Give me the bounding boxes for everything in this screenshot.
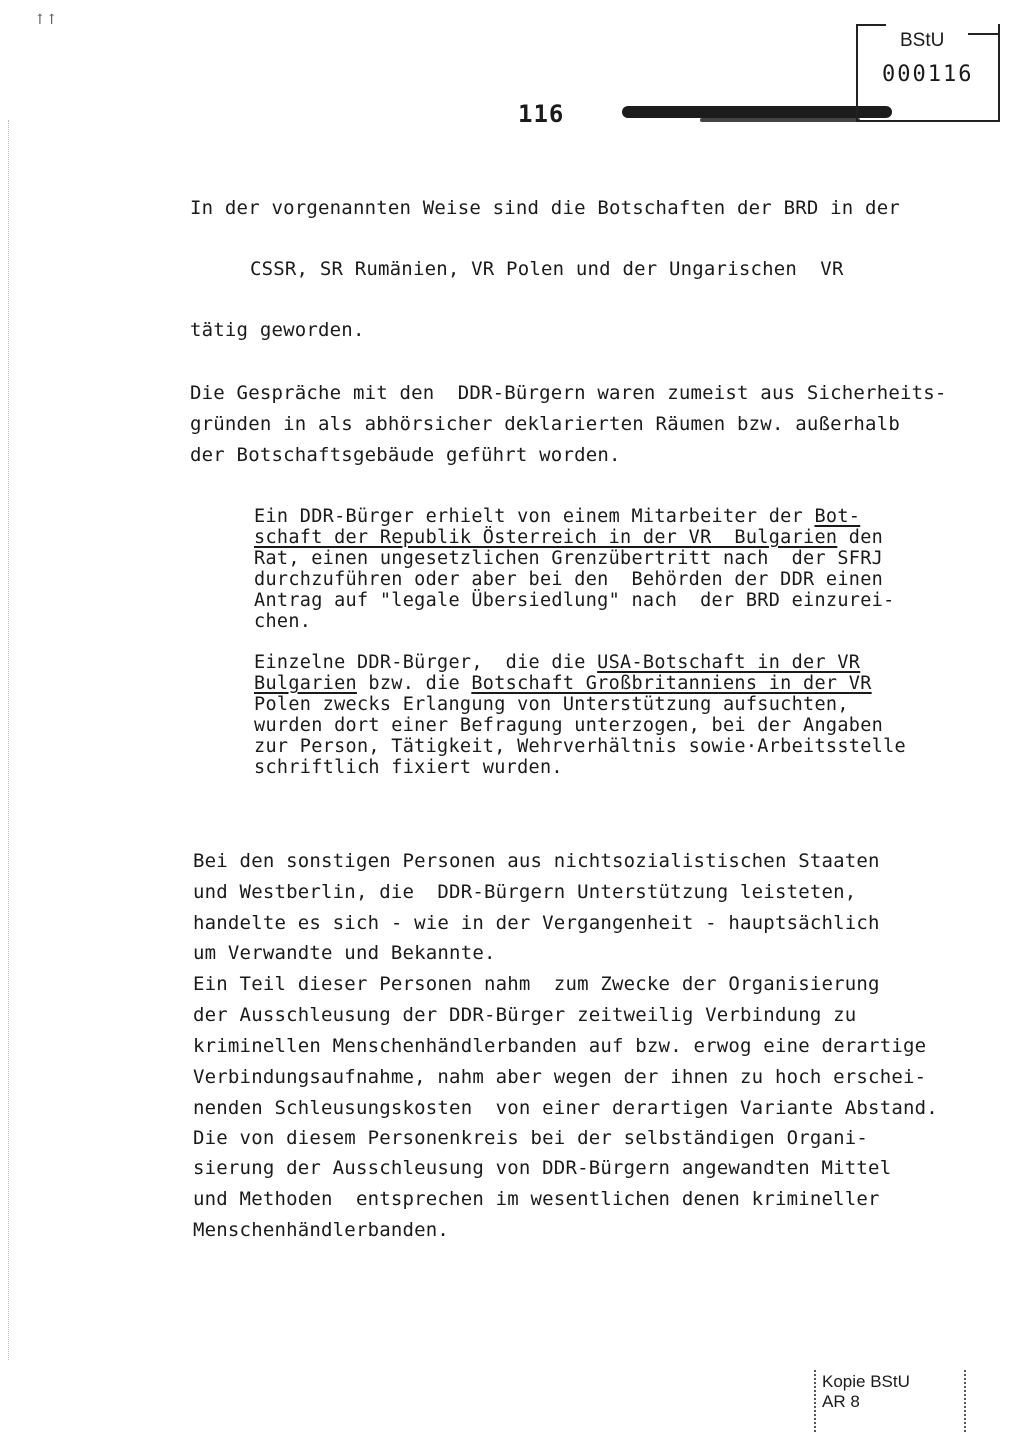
indented-line: schriftlich fixiert wurden. xyxy=(254,757,563,778)
text-line: Menschenhändlerbanden. xyxy=(193,1219,450,1241)
indented-line: durchzuführen oder aber bei den Behörden der DDR einen xyxy=(254,569,884,590)
text-span: den xyxy=(837,527,884,548)
underlined-text: Bot- xyxy=(814,506,861,527)
indented-line: zur Person, Tätigkeit, Wehrverhältnis sowie·Arbeitsstelle xyxy=(254,736,906,757)
text-line: tätig geworden. xyxy=(190,319,365,341)
text-line: Bei den sonstigen Personen aus nichtsozialistischen Staaten xyxy=(193,850,880,872)
text-line: handelte es sich - wie in der Vergangenheit - hauptsächlich xyxy=(193,912,880,934)
text-line: kriminellen Menschenhändlerbanden auf bzw. erwog eine derartige xyxy=(193,1035,927,1057)
archive-stamp-number: 000116 xyxy=(882,62,974,87)
text-line: gründen in als abhörsicher deklarierten Räumen bzw. außerhalb xyxy=(190,413,900,435)
text-line: Ein Teil dieser Personen nahm zum Zwecke der Organisierung xyxy=(193,973,880,995)
text-line: sierung der Ausschleusung von DDR-Bürgern angewandten Mittel xyxy=(193,1157,892,1179)
indented-line: Rat, einen ungesetzlichen Grenzübertritt nach der SFRJ xyxy=(254,548,884,569)
text-span: Ein DDR-Bürger erhielt von einem Mitarbeiter der xyxy=(254,506,815,527)
margin-mark: ↑↑ xyxy=(34,12,58,28)
text-line: nenden Schleusungskosten von einer derartigen Variante Abstand. xyxy=(193,1097,938,1119)
indented-line: Polen zwecks Erlangung von Unterstützung aufsuchten, xyxy=(254,694,849,715)
text-line: und Methoden entsprechen im wesentlichen denen krimineller xyxy=(193,1188,880,1210)
text-line: In der vorgenannten Weise sind die Botschaften der BRD in der xyxy=(190,197,900,219)
text-line: CSSR, SR Rumänien, VR Polen und der Ungarischen VR xyxy=(250,258,844,280)
redaction-bar-tail xyxy=(700,118,860,122)
text-line: Die von diesem Personenkreis bei der selbständigen Organi- xyxy=(193,1127,869,1149)
copy-stamp-reference: AR 8 xyxy=(822,1392,860,1411)
text-line: Verbindungsaufnahme, nahm aber wegen der ihnen zu hoch erschei- xyxy=(193,1066,927,1088)
indented-line xyxy=(254,528,883,549)
indented-line: chen. xyxy=(254,611,312,632)
indented-line: wurden dort einer Befragung unterzogen, bei der Angaben xyxy=(254,715,884,736)
underlined-text: Bulgarien xyxy=(254,673,357,694)
text-line: der Botschaftsgebäude geführt worden. xyxy=(190,444,621,466)
text-line: und Westberlin, die DDR-Bürgern Unterstützung leisteten, xyxy=(193,881,857,903)
archive-stamp-top-right xyxy=(968,33,1000,35)
text-span: bzw. die xyxy=(356,673,472,694)
indented-line xyxy=(254,674,872,695)
copy-stamp-label: Kopie BStU xyxy=(822,1372,910,1391)
underlined-text: Botschaft Großbritanniens in der VR xyxy=(471,673,872,694)
text-span: Einzelne DDR-Bürger, die die xyxy=(254,652,598,673)
archive-stamp-label: BStU xyxy=(900,30,945,51)
indented-line xyxy=(254,653,860,674)
underlined-text: USA-Botschaft in der VR xyxy=(597,652,861,673)
page-number: 116 xyxy=(518,100,565,128)
text-line: der Ausschleusung der DDR-Bürger zeitweilig Verbindung zu xyxy=(193,1004,857,1026)
text-line: um Verwandte und Bekannte. xyxy=(193,942,496,964)
archive-stamp-top-left xyxy=(856,24,886,26)
underlined-text: schaft der Republik Österreich in der VR Bulgarien xyxy=(254,527,838,548)
text-line: Die Gespräche mit den DDR-Bürgern waren zumeist aus Sicherheits- xyxy=(190,382,947,404)
indented-line xyxy=(254,507,860,528)
redaction-bar xyxy=(622,106,892,118)
indented-line: Antrag auf "legale Übersiedlung" nach der BRD einzurei- xyxy=(254,590,895,611)
page-edge-shadow xyxy=(8,120,10,1360)
